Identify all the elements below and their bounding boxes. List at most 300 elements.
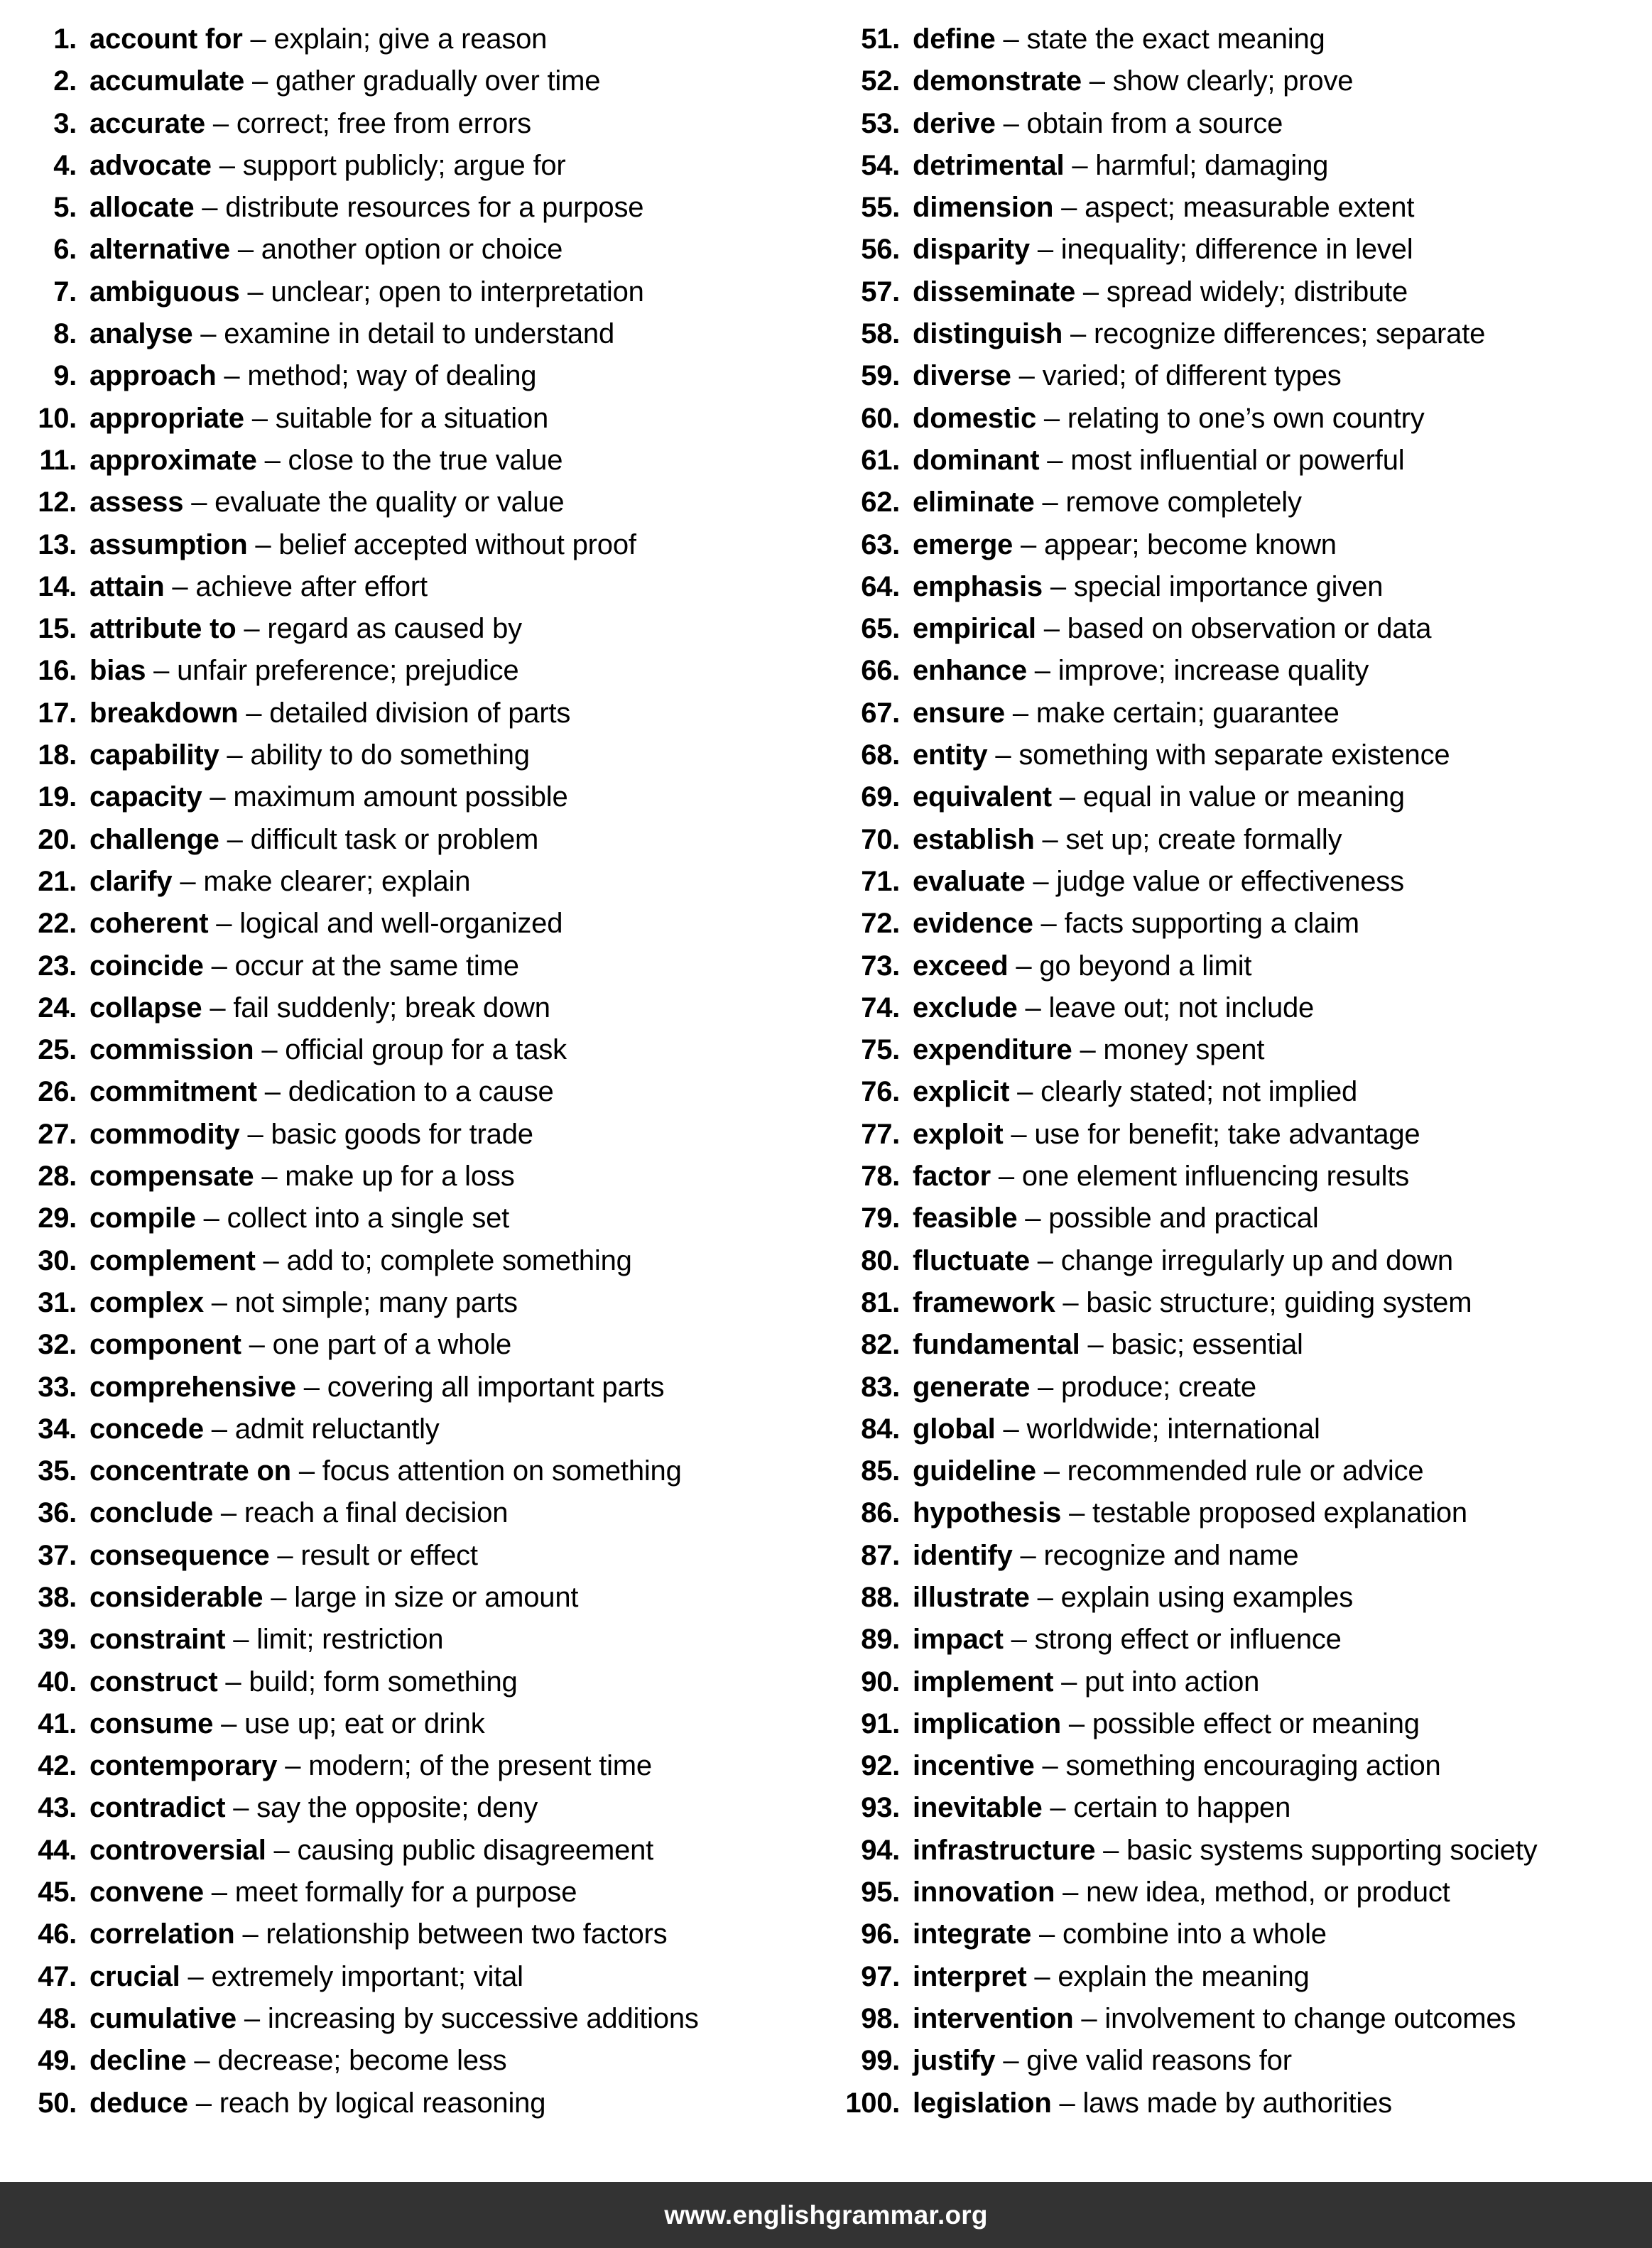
word-list-item <box>839 776 1646 818</box>
word-list-item-text <box>913 1830 1646 1872</box>
word-list-item <box>16 1198 820 1239</box>
word-list-item <box>839 2083 1646 2124</box>
word-list-item-term: considerable <box>89 1581 263 1613</box>
word-list-item-term: integrate <box>913 1918 1032 1950</box>
word-list-item-definition: large in size or amount <box>294 1581 579 1613</box>
word-list-item-term: cumulative <box>89 2002 237 2034</box>
word-list-item-term: factor <box>913 1161 991 1193</box>
word-list-item-text <box>913 1661 1646 1703</box>
word-list-item-number: 37. <box>38 1539 77 1571</box>
word-list-item-number: 51. <box>861 23 900 55</box>
word-list-item-text <box>913 1872 1646 1913</box>
word-list-item-definition: state the exact meaning <box>1026 23 1325 55</box>
word-list-item-definition: appear; become known <box>1043 528 1337 560</box>
word-list-item-number: 95. <box>861 1877 900 1908</box>
word-list-item-text <box>913 1282 1646 1324</box>
word-list-item <box>839 524 1646 566</box>
word-list-item-dash: – <box>1053 192 1085 224</box>
word-list-item-text <box>913 313 1646 355</box>
word-list-item <box>839 861 1646 903</box>
word-list-item-definition: dedication to a cause <box>288 1076 554 1108</box>
word-list-item-dash: – <box>203 1413 235 1445</box>
word-list-item-definition: obtain from a source <box>1026 107 1283 139</box>
word-list-item-number: 24. <box>38 992 77 1023</box>
word-list-item-dash: – <box>1036 402 1067 434</box>
word-list-item <box>839 1745 1646 1787</box>
word-list-item-text <box>89 398 820 440</box>
word-list-item-term: attain <box>89 570 165 602</box>
word-list-item-definition: unfair preference; prejudice <box>177 655 519 687</box>
word-list-item-number: 8. <box>53 318 77 350</box>
word-list-item-definition: causing public disagreement <box>297 1834 654 1866</box>
word-list-item <box>16 145 820 187</box>
word-list-item-dash: – <box>1061 1497 1093 1529</box>
word-list-item-dash: – <box>1039 444 1071 476</box>
word-list-item-term: enhance <box>913 655 1027 687</box>
word-list-item-term: contradict <box>89 1792 226 1824</box>
word-list-item <box>839 987 1646 1029</box>
word-list-item-number: 49. <box>38 2045 77 2077</box>
word-list-item-dash: – <box>202 992 234 1023</box>
word-list-item-term: bias <box>89 655 146 687</box>
word-list-item-number: 62. <box>861 487 900 518</box>
word-list-item-definition: not simple; many parts <box>234 1286 518 1318</box>
word-list-item-number: 56. <box>861 234 900 266</box>
word-list-item-text <box>89 1408 820 1450</box>
word-list-item-definition: relationship between two factors <box>266 1918 668 1950</box>
footer-bar <box>0 2182 1652 2248</box>
word-list-item-definition: correct; free from errors <box>236 107 531 139</box>
word-list-item-term: allocate <box>89 192 195 224</box>
word-list-item-number: 28. <box>38 1161 77 1193</box>
word-list-item-term: approach <box>89 360 217 392</box>
word-list-item-dash: – <box>1073 2002 1105 2034</box>
word-list-item <box>16 1872 820 1913</box>
word-list-item-term: accurate <box>89 107 205 139</box>
word-list-item-definition: basic goods for trade <box>271 1118 533 1150</box>
word-list-item-dash: – <box>1004 697 1036 729</box>
word-list-item-dash: – <box>1063 318 1094 350</box>
word-list-item-definition: regard as caused by <box>267 613 522 645</box>
word-list-item <box>16 398 820 440</box>
word-list-item <box>839 229 1646 271</box>
word-list-item-definition: one element influencing results <box>1021 1161 1410 1193</box>
word-list-item-definition: most influential or powerful <box>1070 444 1405 476</box>
word-list-item-text <box>89 1282 820 1324</box>
word-list-item-term: identify <box>913 1539 1013 1571</box>
word-list-item <box>16 1745 820 1787</box>
word-list-item <box>839 693 1646 734</box>
word-list-item-term: impact <box>913 1624 1004 1656</box>
word-list-item-definition: reach by logical reasoning <box>219 2087 546 2119</box>
word-list-item-dash: – <box>234 1918 266 1950</box>
word-list-item <box>16 1071 820 1113</box>
word-list-item-term: global <box>913 1413 996 1445</box>
word-list-item <box>16 313 820 355</box>
word-list-item-definition: set up; create formally <box>1065 823 1342 855</box>
word-list-item-definition: recommended rule or advice <box>1067 1455 1424 1487</box>
word-list-item-text <box>89 776 820 818</box>
word-list-item-number: 84. <box>861 1413 900 1445</box>
word-list-item-text <box>913 2040 1646 2082</box>
word-list-item-number: 87. <box>861 1539 900 1571</box>
word-list-item-dash: – <box>1009 1076 1041 1108</box>
word-list-item-text <box>89 1367 820 1408</box>
word-list-item-definition: method; way of dealing <box>247 360 537 392</box>
word-list-item-definition: one part of a whole <box>272 1329 512 1361</box>
word-list-item-number: 15. <box>38 613 77 645</box>
word-list-item-text <box>913 103 1646 145</box>
word-list-item-text <box>913 734 1646 776</box>
word-list-item-definition: distribute resources for a purpose <box>225 192 644 224</box>
word-list-item-text <box>89 1535 820 1577</box>
word-list-item-number: 20. <box>38 823 77 855</box>
word-list-item-term: emphasis <box>913 570 1043 602</box>
word-list-item-definition: produce; create <box>1061 1371 1256 1403</box>
word-list-item-text <box>913 1577 1646 1619</box>
word-list-item-number: 86. <box>861 1497 900 1529</box>
word-list-item-term: interpret <box>913 1960 1027 1992</box>
word-list-item-definition: covering all important parts <box>327 1371 665 1403</box>
word-list-item-definition: ability to do something <box>250 739 530 771</box>
word-list-item-text <box>89 1830 820 1872</box>
word-list-item-term: domestic <box>913 402 1037 434</box>
word-list-item-text <box>913 1913 1646 1955</box>
word-list-item-definition: make certain; guarantee <box>1036 697 1339 729</box>
word-list-item <box>839 1324 1646 1366</box>
word-list-item <box>16 60 820 102</box>
word-list-item-term: capability <box>89 739 219 771</box>
word-list-item-term: distinguish <box>913 318 1063 350</box>
word-list-item-text <box>913 482 1646 523</box>
word-list-item-term: attribute to <box>89 613 237 645</box>
word-list-item-dash: – <box>202 781 234 813</box>
word-list-item <box>839 1367 1646 1408</box>
word-list-item-number: 21. <box>38 865 77 897</box>
word-list-item-number: 27. <box>38 1118 77 1150</box>
word-list-item-definition: examine in detail to understand <box>224 318 614 350</box>
word-list-item <box>16 776 820 818</box>
word-list-item-term: dimension <box>913 192 1054 224</box>
word-list-item-number: 1. <box>53 23 77 55</box>
word-list-item-text <box>89 271 820 313</box>
word-list-item <box>16 1367 820 1408</box>
word-list-item-term: assess <box>89 487 184 518</box>
word-list-item-number: 57. <box>861 276 900 308</box>
word-list-item-definition: leave out; not include <box>1048 992 1315 1023</box>
word-list-item <box>16 355 820 397</box>
word-list-item <box>16 2083 820 2124</box>
word-list-item <box>839 1830 1646 1872</box>
word-list-item-number: 80. <box>861 1244 900 1276</box>
word-list-item <box>839 650 1646 692</box>
word-list-item-definition: improve; increase quality <box>1058 655 1369 687</box>
word-list-item-number: 7. <box>53 276 77 308</box>
word-list-item-term: crucial <box>89 1960 180 1992</box>
word-list-item <box>839 398 1646 440</box>
word-list-item-dash: – <box>186 2045 218 2077</box>
word-list-item-text <box>913 18 1646 60</box>
word-list-item-text <box>913 1535 1646 1577</box>
word-list-item-number: 26. <box>38 1076 77 1108</box>
word-list-item <box>16 1492 820 1534</box>
word-list-item <box>839 355 1646 397</box>
word-list-item-text <box>89 861 820 903</box>
word-list-item-dash: – <box>1051 2087 1083 2119</box>
word-list-item-number: 43. <box>38 1792 77 1824</box>
word-list-item-number: 63. <box>861 528 900 560</box>
word-list-item-dash: – <box>1026 655 1058 687</box>
word-list-item-dash: – <box>1029 234 1061 266</box>
word-list-item-term: concentrate on <box>89 1455 291 1487</box>
word-list-item-dash: – <box>244 65 276 97</box>
word-list-item <box>839 1114 1646 1156</box>
word-list-item <box>839 608 1646 650</box>
word-list-item-number: 91. <box>861 1707 900 1739</box>
word-list-item-term: capacity <box>89 781 202 813</box>
word-list-item-text <box>913 229 1646 271</box>
word-list-item <box>839 1408 1646 1450</box>
word-list-item-dash: – <box>164 570 196 602</box>
word-list-item-number: 78. <box>861 1161 900 1193</box>
word-list-item <box>839 566 1646 608</box>
word-list-item-definition: money spent <box>1103 1034 1265 1066</box>
word-list-item-number: 67. <box>861 697 900 729</box>
word-list-item-text <box>913 1156 1646 1198</box>
word-list-item-term: legislation <box>913 2087 1052 2119</box>
word-list-item-term: expenditure <box>913 1034 1072 1066</box>
word-list-item-term: framework <box>913 1286 1055 1318</box>
word-list-item-text <box>89 1240 820 1282</box>
word-list-item-dash: – <box>241 1329 273 1361</box>
word-list-item <box>839 903 1646 945</box>
word-list-item-dash: – <box>1053 1666 1085 1698</box>
word-list-item-dash: – <box>1095 1834 1127 1866</box>
word-list-item-text <box>913 1071 1646 1113</box>
word-list-item-number: 97. <box>861 1960 900 1992</box>
word-list-item-dash: – <box>217 1666 249 1698</box>
word-list-item-number: 12. <box>38 487 77 518</box>
word-list-item-text <box>89 693 820 734</box>
word-list-item-definition: give valid reasons for <box>1026 2045 1292 2077</box>
word-list-item-number: 4. <box>53 149 77 181</box>
word-list-item-dash: – <box>203 950 235 982</box>
word-list-item-text <box>913 524 1646 566</box>
word-list-item-definition: possible and practical <box>1048 1202 1319 1234</box>
word-list-item-term: evaluate <box>913 865 1026 897</box>
word-list-item-definition: unclear; open to interpretation <box>271 276 644 308</box>
word-list-item-text <box>89 2083 820 2124</box>
word-list-item-term: advocate <box>89 149 212 181</box>
word-list-item-text <box>913 1956 1646 1998</box>
word-list-item <box>839 1998 1646 2040</box>
word-list-item-definition: recognize and name <box>1043 1539 1299 1571</box>
word-list-item-term: hypothesis <box>913 1497 1062 1529</box>
word-list-item-term: generate <box>913 1371 1031 1403</box>
word-list-item <box>839 819 1646 861</box>
word-list-item-term: explicit <box>913 1076 1010 1108</box>
word-list-item <box>839 1240 1646 1282</box>
word-list-item-definition: combine into a whole <box>1063 1918 1327 1950</box>
word-list-item-term: comprehensive <box>89 1371 296 1403</box>
word-list-item-dash: – <box>256 1076 288 1108</box>
word-list-item-text <box>913 1492 1646 1534</box>
word-list-item-term: exploit <box>913 1118 1004 1150</box>
word-list-item-dash: – <box>1034 823 1066 855</box>
word-list-item-text <box>913 271 1646 313</box>
word-list-item-number: 46. <box>38 1918 77 1950</box>
word-list-item <box>16 18 820 60</box>
word-list-item-number: 44. <box>38 1834 77 1866</box>
word-list-item-number: 45. <box>38 1877 77 1908</box>
word-list-item-definition: involvement to change outcomes <box>1104 2002 1516 2034</box>
word-list-item-number: 55. <box>861 192 900 224</box>
word-list-item-text <box>913 1367 1646 1408</box>
word-list-item-text <box>89 440 820 482</box>
word-list-item-dash: – <box>1036 613 1067 645</box>
word-list-item-dash: – <box>219 739 251 771</box>
word-list-item-term: disseminate <box>913 276 1076 308</box>
word-list-item-dash: – <box>244 402 276 434</box>
word-list-item <box>839 271 1646 313</box>
word-list-item <box>839 103 1646 145</box>
word-list-item-dash: – <box>290 1455 322 1487</box>
word-list-column-right <box>826 18 1652 2124</box>
word-list-item-number: 53. <box>861 107 900 139</box>
word-list-item-number: 42. <box>38 1750 77 1782</box>
word-list-item-dash: – <box>1042 570 1074 602</box>
word-list-item-term: guideline <box>913 1455 1036 1487</box>
word-list-item-dash: – <box>195 1202 227 1234</box>
word-list-item-term: decline <box>89 2045 187 2077</box>
word-list-item-number: 31. <box>38 1286 77 1318</box>
word-list-item-definition: spread widely; distribute <box>1106 276 1408 308</box>
word-list-item <box>16 650 820 692</box>
word-list-item-number: 41. <box>38 1707 77 1739</box>
word-list-item <box>16 734 820 776</box>
word-list-item-text <box>89 1661 820 1703</box>
word-list-item-definition: reach a final decision <box>244 1497 509 1529</box>
word-list-item-dash: – <box>1051 781 1083 813</box>
word-list-item-text <box>89 1071 820 1113</box>
word-list-item-definition: clearly stated; not implied <box>1040 1076 1358 1108</box>
word-list-item <box>839 1535 1646 1577</box>
word-list-item-definition: collect into a single set <box>227 1202 510 1234</box>
word-list-item-text <box>913 355 1646 397</box>
word-list-item-dash: – <box>1036 1455 1067 1487</box>
word-list-item-number: 2. <box>53 65 77 97</box>
word-list-item-text <box>89 903 820 945</box>
word-list-item-dash: – <box>277 1750 309 1782</box>
word-list-item-definition: decrease; become less <box>217 2045 507 2077</box>
word-list-item-dash: – <box>1034 487 1066 518</box>
word-list-item-text <box>89 1872 820 1913</box>
word-list-item-dash: – <box>1031 1918 1063 1950</box>
word-list-item-definition: result or effect <box>300 1539 478 1571</box>
word-list-item-definition: explain the meaning <box>1058 1960 1310 1992</box>
word-list-item-definition: worldwide; international <box>1026 1413 1320 1445</box>
word-list-item-text <box>89 1577 820 1619</box>
word-list-item <box>16 819 820 861</box>
word-list-item-definition: special importance given <box>1073 570 1384 602</box>
word-list-item-text <box>89 945 820 987</box>
word-list-item-dash: – <box>247 528 279 560</box>
word-list-item-number: 60. <box>861 402 900 434</box>
word-list-item-definition: equal in value or meaning <box>1082 781 1405 813</box>
word-list-item <box>839 1787 1646 1829</box>
word-list-item <box>16 1703 820 1745</box>
word-list-item-text <box>913 1450 1646 1492</box>
word-list-item-text <box>913 145 1646 187</box>
word-list-item-term: diverse <box>913 360 1011 392</box>
word-list-item-text <box>89 650 820 692</box>
word-list-item-number: 14. <box>38 570 77 602</box>
word-list-item-dash: – <box>1003 1624 1035 1656</box>
word-list-item-text <box>89 313 820 355</box>
word-list-item-dash: – <box>1017 1202 1049 1234</box>
word-list-item <box>839 1492 1646 1534</box>
word-list-item-number: 25. <box>38 1034 77 1066</box>
word-list-item-text <box>913 650 1646 692</box>
word-list-item-term: eliminate <box>913 487 1035 518</box>
word-list-item-number: 90. <box>861 1666 900 1698</box>
word-list-item <box>839 1577 1646 1619</box>
word-list-item-term: intervention <box>913 2002 1074 2034</box>
word-list-item-number: 94. <box>861 1834 900 1866</box>
word-list-item-text <box>89 1998 820 2040</box>
word-list-item-definition: certain to happen <box>1073 1792 1291 1824</box>
word-list-item <box>839 1872 1646 1913</box>
word-list-item-dash: – <box>1013 528 1044 560</box>
word-list-item-text <box>913 945 1646 987</box>
word-list-item <box>16 103 820 145</box>
word-list-item-dash: – <box>256 444 288 476</box>
word-list-item-definition: meet formally for a purpose <box>234 1877 577 1908</box>
word-list-item <box>16 187 820 229</box>
word-list-item-term: alternative <box>89 234 230 266</box>
word-list-item-dash: – <box>263 1581 295 1613</box>
word-list-item-definition: increasing by successive additions <box>267 2002 699 2034</box>
word-list-item <box>16 1114 820 1156</box>
word-list-item-number: 93. <box>861 1792 900 1824</box>
word-list-item <box>16 861 820 903</box>
word-list-item-term: challenge <box>89 823 219 855</box>
word-list-item-number: 23. <box>38 950 77 982</box>
word-list-item-term: ambiguous <box>89 276 240 308</box>
word-list-item-definition: another option or choice <box>261 234 563 266</box>
word-list-item-term: coincide <box>89 950 204 982</box>
word-list-item-definition: explain; give a reason <box>273 23 548 55</box>
word-list-item-number: 50. <box>38 2087 77 2119</box>
word-list-item <box>839 187 1646 229</box>
word-list-item-number: 34. <box>38 1413 77 1445</box>
word-list-item-definition: difficult task or problem <box>250 823 539 855</box>
word-list-item-text <box>913 566 1646 608</box>
word-list-item-definition: use for benefit; take advantage <box>1034 1118 1420 1150</box>
word-list-item <box>16 903 820 945</box>
word-list-item-definition: recognize differences; separate <box>1094 318 1486 350</box>
word-list-item-number: 35. <box>38 1455 77 1487</box>
word-list-item-text <box>89 145 820 187</box>
word-list-item-term: establish <box>913 823 1035 855</box>
word-list-item-text <box>89 1956 820 1998</box>
word-list-item-dash: – <box>995 1413 1027 1445</box>
word-list-item-dash: – <box>1042 1792 1074 1824</box>
word-list-item <box>16 1913 820 1955</box>
word-list-item-number: 38. <box>38 1581 77 1613</box>
word-list-item-dash: – <box>242 23 274 55</box>
word-list-item-dash: – <box>1055 1877 1087 1908</box>
